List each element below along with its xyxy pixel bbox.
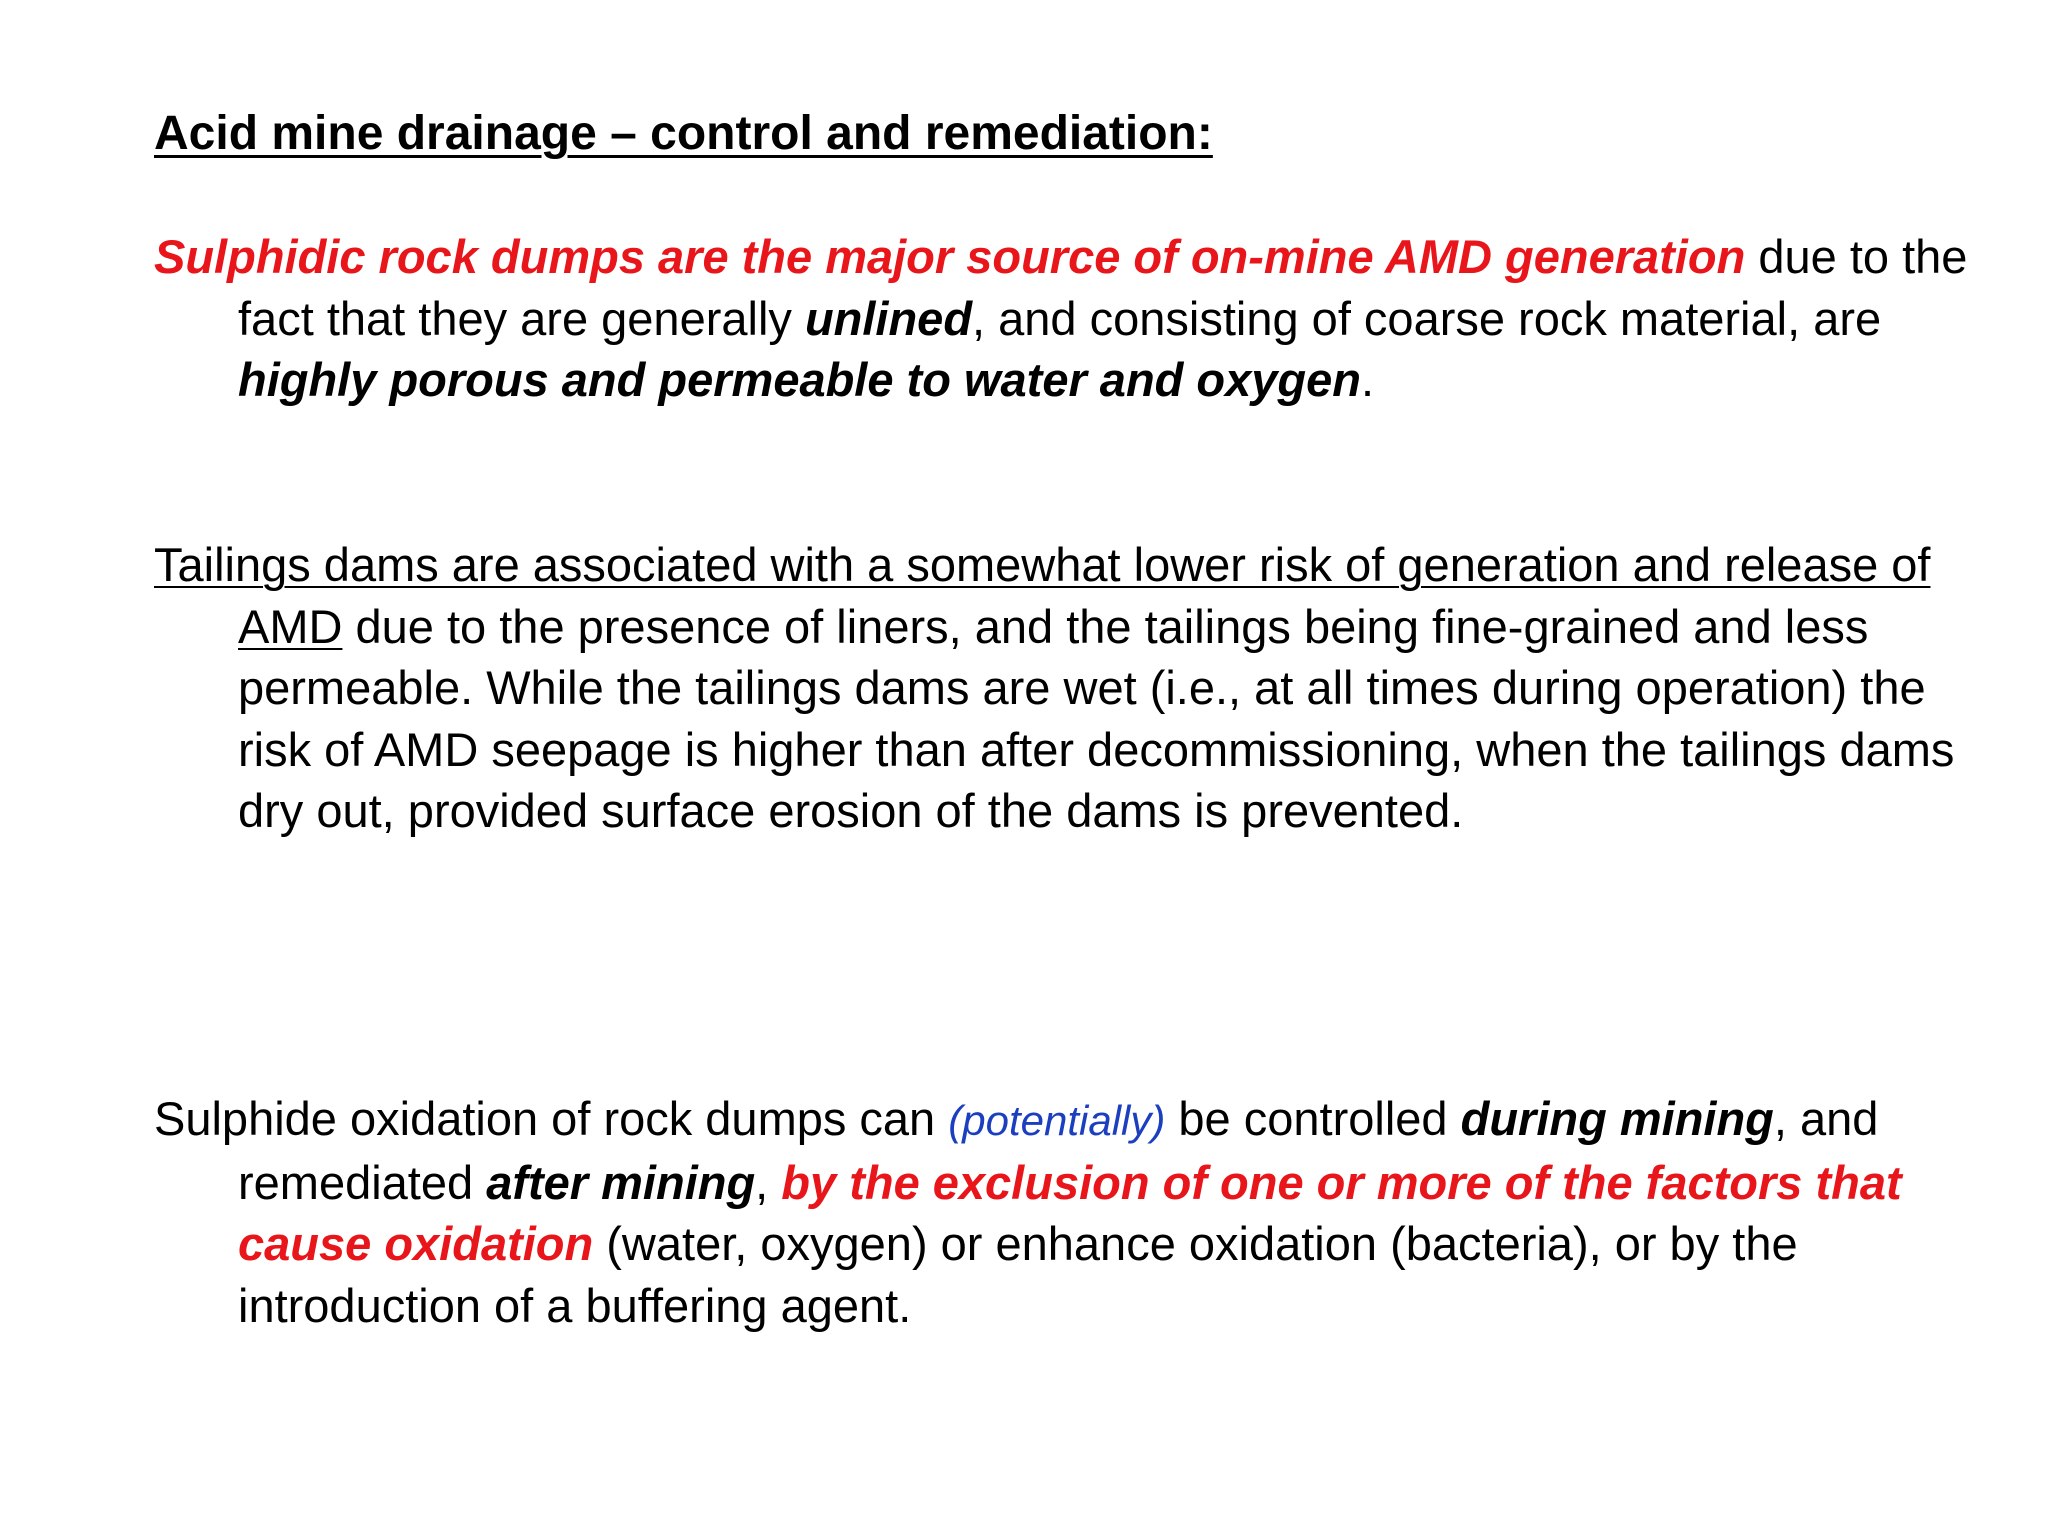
emphasis-porous: highly porous and permeable to water and oxygen [238,353,1361,406]
slide-title: Acid mine drainage – control and remediation: [154,107,1213,160]
paragraph-tailings-dams [154,534,1978,842]
emphasis-unlined: unlined [804,291,973,345]
rock-dumps-text-c: . [1360,353,1375,406]
rock-dumps-text-a: due to the fact that they are generally [238,230,1968,345]
emphasis-during-mining: during mining [1460,1092,1774,1145]
oxidation-text-d: , [755,1155,782,1209]
rock-dumps-text-b: , and consisting of coarse rock material, are [972,291,1882,345]
oxidation-text-e: (water, oxygen) or enhance oxidation (bacteria), or by the introduction of a buffering agent. [238,1217,1798,1332]
oxidation-text-c: , and remediated [238,1092,1879,1209]
tailings-lead: Tailings dams are associated with a somewhat lower risk of generation and release of AMD [154,538,1931,653]
exclusion-emphasis: by the exclusion of one or more of the factors that cause oxidation [238,1155,1902,1270]
paragraph-oxidation-control [154,1088,1978,1336]
emphasis-after-mining: after mining [486,1155,756,1209]
paragraph-rock-dumps [154,226,1978,411]
potentially-note: (potentially) [948,1097,1166,1144]
tailings-text: due to the presence of liners, and the tailings being fine-grained and less permeable. While the tailings dams are wet (i.e., at all times during operation) the risk of AMD seepage is higher than after decommissioning, when the tailings dams dry out, provided surface erosion of the dams is prevented. [238,599,1955,837]
oxidation-text-b: be controlled [1165,1092,1461,1145]
oxidation-text-a: Sulphide oxidation of rock dumps can [154,1092,949,1145]
rock-dumps-lead: Sulphidic rock dumps are the major source of on-mine AMD generation [154,230,1746,283]
